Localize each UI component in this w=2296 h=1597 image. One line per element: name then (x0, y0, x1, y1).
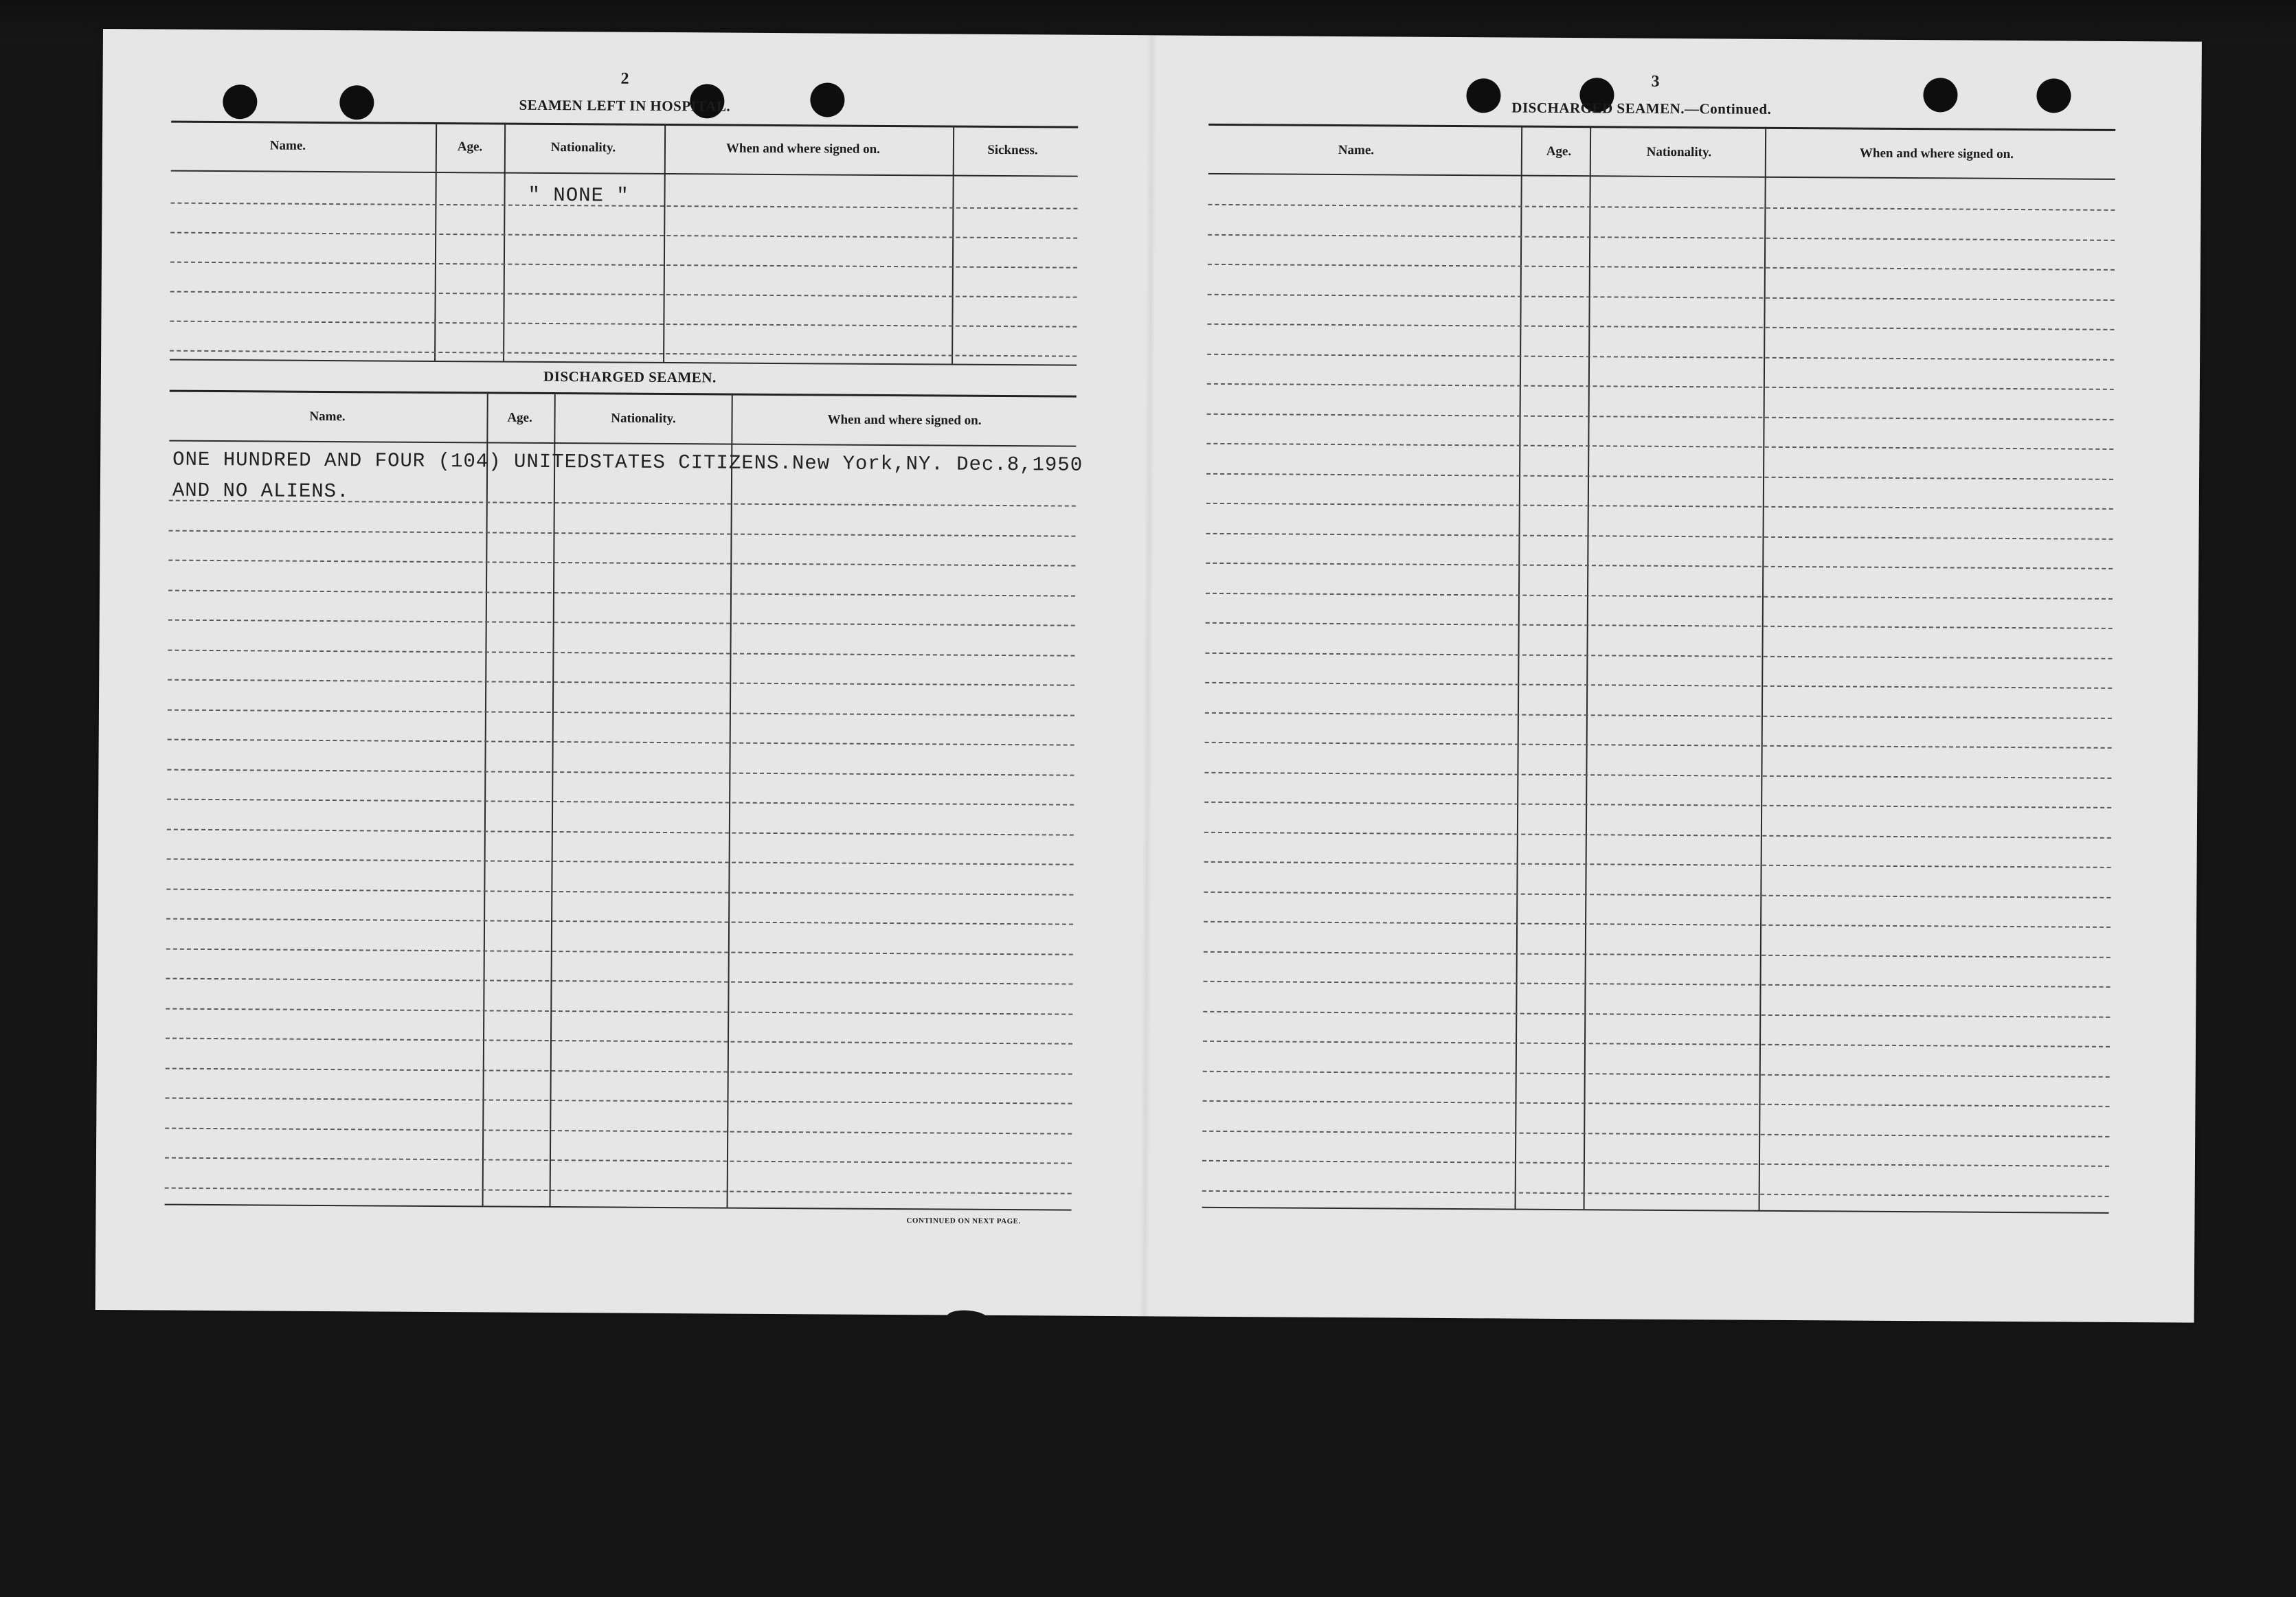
hospital-column-divider (503, 123, 506, 361)
right-ruled-line (1206, 503, 2113, 510)
right-top-rule (1208, 124, 2115, 131)
hospital-column-divider (952, 126, 954, 364)
right-ruled-line (1206, 622, 2113, 629)
right-ruled-line (1208, 293, 2115, 300)
punch-hole (1466, 78, 1500, 113)
hospital-ruled-line (170, 291, 1077, 298)
paper-tear (947, 1311, 988, 1326)
punch-hole (2036, 78, 2071, 113)
right-ruled-line (1206, 563, 2113, 569)
right-ruled-line (1202, 1190, 2109, 1197)
hospital-bottom-rule (170, 359, 1077, 366)
punch-hole (339, 85, 374, 120)
right-ruled-line (1203, 1070, 2110, 1077)
right-column-divider (1584, 126, 1592, 1209)
hospital-ruled-line (170, 262, 1077, 269)
right-ruled-line (1202, 1100, 2109, 1107)
right-ruled-line (1205, 682, 2112, 689)
discharged-section-title: DISCHARGED SEAMEN. (543, 367, 717, 386)
right-ruled-line (1206, 443, 2113, 450)
hospital-entry: " NONE " (528, 183, 629, 207)
discharged-entry-line-1: ONE HUNDRED AND FOUR (104) UNITEDSTATES CITIZENS.New York,NY. Dec.8,1950 (172, 448, 1083, 477)
hospital-ruled-line (170, 321, 1077, 328)
discharged-ruled-line (168, 620, 1075, 626)
right-col-header: Age. (1546, 144, 1572, 159)
right-ruled-line (1205, 652, 2112, 659)
right-ruled-line (1207, 383, 2114, 390)
discharged-ruled-line (165, 1127, 1072, 1134)
right-ruled-line (1204, 921, 2111, 928)
hospital-ruled-line (170, 350, 1077, 357)
right-ruled-line (1202, 1160, 2109, 1167)
discharged-ruled-line (168, 679, 1074, 686)
right-header-rule (1208, 173, 2115, 180)
right-ruled-line (1202, 1130, 2109, 1137)
discharged-ruled-line (167, 769, 1074, 775)
hospital-top-rule (171, 121, 1078, 128)
discharged-col-header: Nationality. (611, 411, 676, 427)
hospital-column-divider (434, 122, 437, 361)
discharged-column-divider (482, 392, 488, 1205)
discharged-top-rule (170, 390, 1077, 398)
punch-hole (223, 84, 257, 119)
right-ruled-line (1204, 771, 2111, 778)
right-ruled-line (1205, 742, 2112, 749)
manifest-sheet (95, 29, 2202, 1323)
discharged-column-divider (727, 394, 733, 1208)
right-ruled-line (1207, 324, 2114, 330)
discharged-ruled-line (169, 530, 1076, 536)
discharged-ruled-line (166, 1008, 1072, 1015)
right-ruled-line (1206, 473, 2113, 479)
right-col-header: When and where signed on. (1859, 146, 2014, 161)
hospital-col-header: Age. (457, 139, 483, 155)
discharged-ruled-line (167, 799, 1074, 806)
punch-hole (810, 82, 844, 117)
hospital-col-header: Name. (269, 138, 306, 153)
discharged-ruled-line (166, 918, 1073, 925)
right-ruled-line (1204, 981, 2111, 988)
right-ruled-line (1204, 891, 2111, 898)
right-ruled-line (1206, 592, 2113, 599)
discharged-col-header: Name. (309, 409, 346, 424)
right-column-divider (1515, 126, 1523, 1209)
left-page-number: 2 (620, 69, 629, 88)
right-ruled-line (1208, 204, 2115, 211)
discharged-ruled-line (166, 888, 1073, 895)
right-ruled-line (1204, 802, 2111, 808)
right-section-title: DISCHARGED SEAMEN.—Continued. (1511, 99, 1772, 117)
right-column-divider (1759, 127, 1767, 1210)
discharged-header-rule (169, 440, 1076, 447)
right-ruled-line (1203, 1010, 2110, 1017)
right-ruled-line (1204, 951, 2111, 958)
discharged-ruled-line (165, 1187, 1072, 1194)
right-page-number: 3 (1651, 72, 1660, 91)
discharged-ruled-line (168, 560, 1075, 567)
discharged-ruled-line (167, 859, 1074, 865)
right-ruled-line (1205, 712, 2112, 718)
right-col-header: Name. (1338, 142, 1375, 158)
discharged-ruled-line (166, 1038, 1072, 1045)
center-fold (1140, 35, 1157, 1316)
discharged-column-divider (550, 392, 556, 1206)
discharged-ruled-line (168, 739, 1074, 746)
right-ruled-line (1203, 1041, 2110, 1047)
discharged-ruled-line (167, 828, 1074, 835)
discharged-ruled-line (168, 709, 1074, 716)
hospital-header-rule (171, 170, 1078, 177)
right-ruled-line (1208, 234, 2115, 240)
continued-note: CONTINUED ON NEXT PAGE. (906, 1216, 1021, 1226)
hospital-column-divider (663, 124, 666, 362)
hospital-col-header: Nationality. (550, 139, 616, 155)
hospital-section-title: SEAMEN LEFT IN HOSPITAL. (519, 96, 731, 115)
right-ruled-line (1204, 831, 2111, 838)
right-ruled-line (1206, 532, 2113, 539)
right-ruled-line (1207, 353, 2114, 360)
discharged-entry-line-2: AND NO ALIENS. (172, 479, 350, 503)
right-ruled-line (1208, 264, 2115, 271)
hospital-col-header: Sickness. (987, 142, 1038, 158)
right-ruled-line (1204, 861, 2111, 868)
discharged-bottom-rule (165, 1204, 1072, 1211)
hospital-col-header: When and where signed on. (725, 141, 881, 157)
discharged-ruled-line (165, 1098, 1072, 1105)
right-ruled-line (1207, 413, 2114, 420)
discharged-ruled-line (166, 1067, 1072, 1074)
right-col-header: Nationality. (1646, 144, 1712, 160)
hospital-ruled-line (170, 232, 1077, 239)
discharged-ruled-line (166, 978, 1073, 985)
discharged-ruled-line (165, 1157, 1072, 1164)
right-bottom-rule (1202, 1207, 2109, 1214)
discharged-ruled-line (168, 649, 1074, 656)
punch-hole (1923, 78, 1957, 112)
discharged-col-header: Age. (507, 410, 532, 425)
discharged-ruled-line (166, 948, 1073, 955)
discharged-ruled-line (168, 589, 1075, 596)
discharged-col-header: When and where signed on. (827, 412, 982, 428)
